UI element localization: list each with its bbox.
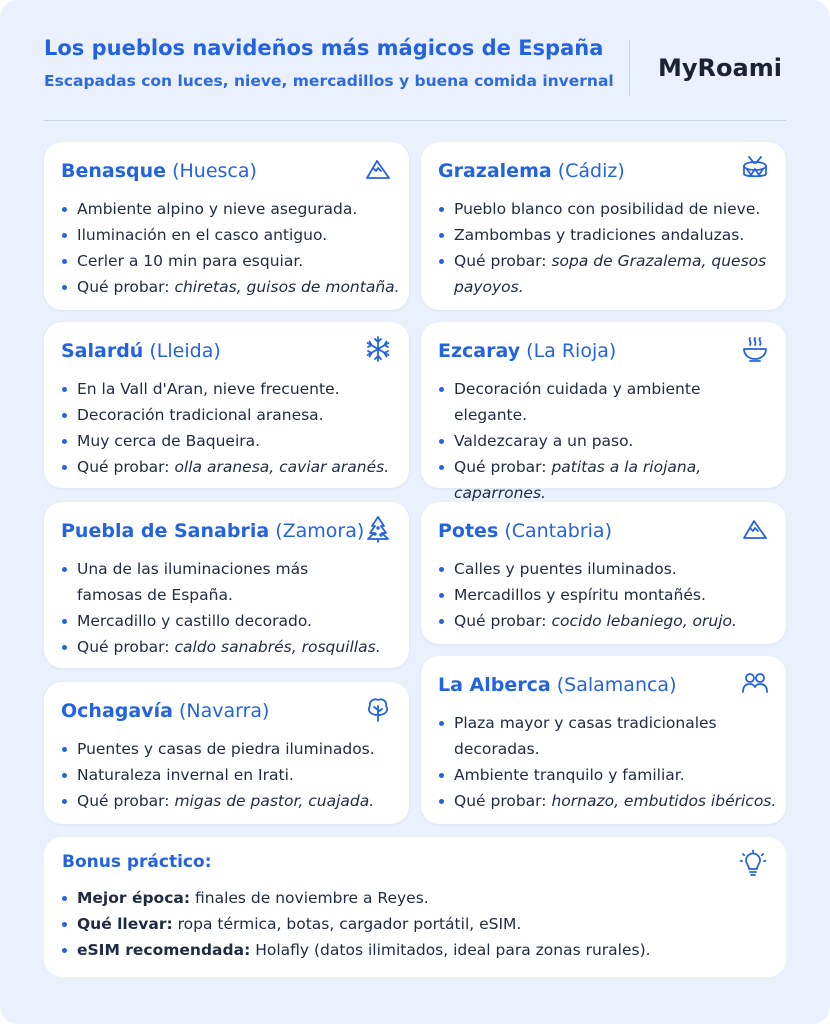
list-item-food: Qué probar: caldo sanabrés, rosquillas. (61, 634, 401, 660)
card-list (61, 376, 401, 480)
drum-icon (740, 154, 770, 184)
card-list (61, 556, 401, 660)
card-ezcaray (421, 322, 786, 502)
list-item: Cerler a 10 min para esquiar. (61, 248, 401, 274)
card-region: (Huesca) (172, 160, 257, 182)
tree-icon (363, 694, 393, 724)
snowflake-icon (363, 334, 393, 364)
card-list (61, 196, 401, 300)
list-item: Decoración tradicional aranesa. (61, 402, 401, 428)
page-title: Los pueblos navideños más mágicos de España (44, 36, 604, 60)
card-town: Puebla de Sanabria (61, 520, 270, 542)
card-town: Ochagavía (61, 700, 173, 722)
card-list (438, 710, 778, 814)
list-item: Qué llevar: ropa térmica, botas, cargador portátil, eSIM. (61, 911, 778, 937)
list-item: Pueblo blanco con posibilidad de nieve. (438, 196, 778, 222)
brand-logo: MyRoami (658, 54, 782, 82)
list-item: Iluminación en el casco antiguo. (61, 222, 401, 248)
list-item: Mercadillos y espíritu montañés. (438, 582, 778, 608)
card-region: (Cantabria) (504, 520, 612, 542)
list-item: Muy cerca de Baqueira. (61, 428, 401, 454)
list-item-food: Qué probar: olla aranesa, caviar aranés. (61, 454, 401, 480)
list-item: Plaza mayor y casas tradicionales decoradas. (438, 710, 728, 762)
list-item: Naturaleza invernal en Irati. (61, 762, 401, 788)
list-item: Una de las iluminaciones más famosas de España. (61, 556, 331, 608)
list-item: Mejor época: finales de noviembre a Reyes. (61, 885, 778, 911)
list-item-food: Qué probar: cocido lebaniego, orujo. (438, 608, 778, 634)
mountain-icon (363, 154, 393, 184)
card-town: La Alberca (438, 674, 551, 696)
list-item: Puentes y casas de piedra iluminados. (61, 736, 401, 762)
soup-bowl-icon (740, 334, 770, 364)
list-item-food: Qué probar: migas de pastor, cuajada. (61, 788, 401, 814)
list-item: En la Vall d'Aran, nieve frecuente. (61, 376, 401, 402)
card-grazalema (421, 142, 786, 310)
card-town: Ezcaray (438, 340, 521, 362)
bonus-panel (44, 837, 786, 977)
card-benasque (44, 142, 409, 310)
card-list (438, 556, 778, 634)
header-separator (44, 120, 786, 121)
card-list (438, 376, 778, 506)
card-la-alberca (421, 656, 786, 824)
list-item: Ambiente tranquilo y familiar. (438, 762, 778, 788)
card-ochagavia (44, 682, 409, 824)
christmas-tree-icon (363, 514, 393, 544)
list-item: Decoración cuidada y ambiente elegante. (438, 376, 778, 428)
card-list (438, 196, 778, 300)
bonus-title: Bonus práctico: (62, 852, 212, 872)
card-potes (421, 502, 786, 644)
header (44, 36, 786, 106)
card-region: (Salamanca) (556, 674, 677, 696)
card-town: Benasque (61, 160, 167, 182)
mountain-icon (740, 514, 770, 544)
lightbulb-icon (738, 849, 768, 879)
card-town: Salardú (61, 340, 144, 362)
card-town: Potes (438, 520, 499, 542)
page-subtitle: Escapadas con luces, nieve, mercadillos y buena comida invernal (44, 72, 614, 90)
list-item: eSIM recomendada: Holafly (datos ilimitados, ideal para zonas rurales). (61, 937, 778, 963)
card-puebla-de-sanabria (44, 502, 409, 668)
card-region: (Lleida) (149, 340, 221, 362)
bonus-list (61, 885, 778, 963)
card-region: (La Rioja) (526, 340, 617, 362)
list-item: Zambombas y tradiciones andaluzas. (438, 222, 778, 248)
people-icon (740, 668, 770, 698)
list-item-food: Qué probar: sopa de Grazalema, quesos payoyos. (438, 248, 778, 300)
card-list (61, 736, 401, 814)
list-item: Valdezcaray a un paso. (438, 428, 778, 454)
list-item-food: Qué probar: hornazo, embutidos ibéricos. (438, 788, 778, 814)
header-divider (629, 40, 630, 96)
card-salardu (44, 322, 409, 488)
list-item-food: Qué probar: patitas a la riojana, caparrones. (438, 454, 778, 506)
card-region: (Cádiz) (557, 160, 625, 182)
card-town: Grazalema (438, 160, 552, 182)
list-item: Ambiente alpino y nieve asegurada. (61, 196, 401, 222)
list-item: Calles y puentes iluminados. (438, 556, 778, 582)
card-region: (Navarra) (178, 700, 270, 722)
list-item: Mercadillo y castillo decorado. (61, 608, 401, 634)
list-item-food: Qué probar: chiretas, guisos de montaña. (61, 274, 401, 300)
card-region: (Zamora) (275, 520, 365, 542)
